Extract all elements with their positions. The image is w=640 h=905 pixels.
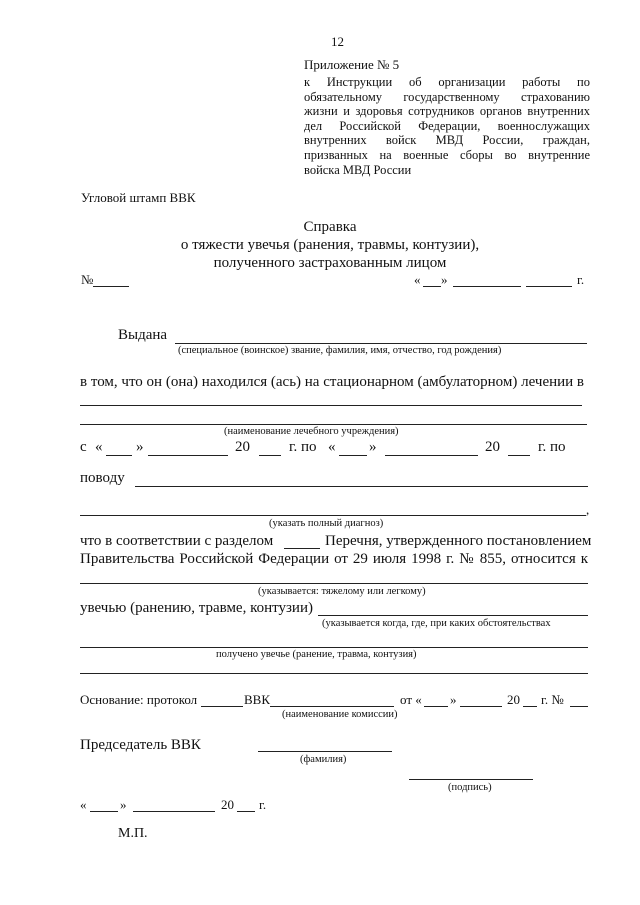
period-end-label: г. по <box>538 439 566 455</box>
treatment-text: в том, что он (она) находился (ась) на стационарном (амбулаторном) лечении в <box>80 374 585 390</box>
period-year-to-blank[interactable] <box>508 455 530 456</box>
reason-blank-1[interactable] <box>135 486 588 487</box>
bottom-date-suffix: г. <box>259 797 267 812</box>
injury-label: увечью (ранению, травме, контузии) <box>80 600 313 616</box>
appendix-line: дел Российской Федерации, военнослужащих <box>304 118 590 133</box>
section-text-a: что в соответствии с разделом <box>80 533 274 549</box>
basis-from: от « <box>400 692 422 707</box>
basis-vvk: ВВК <box>244 692 271 707</box>
reason-comma: , <box>586 502 590 517</box>
period-from-label: с <box>80 439 87 455</box>
period-day-to-blank[interactable] <box>339 455 367 456</box>
document-title: Справка <box>303 219 357 235</box>
period-q-close-1: » <box>136 439 144 455</box>
injury-hint: (указывается когда, где, при каких обстоятельствах <box>322 618 551 629</box>
issued-blank[interactable] <box>175 343 587 344</box>
basis-month-blank[interactable] <box>460 706 502 707</box>
date-quote-open: « <box>414 272 421 287</box>
period-month-from-blank[interactable] <box>148 455 228 456</box>
severity-blank[interactable] <box>80 583 588 584</box>
chairman-label: Председатель ВВК <box>80 737 201 753</box>
appendix-line: призванных на военные сборы во внутренние <box>304 147 590 162</box>
issued-label: Выдана <box>118 327 168 343</box>
basis-label: Основание: протокол <box>80 692 198 707</box>
period-q-close-2: » <box>369 439 377 455</box>
page-number: 12 <box>331 34 344 49</box>
appendix-line: обязательному государственному страхованию <box>304 89 590 104</box>
reason-label: поводу <box>80 470 125 486</box>
period-year-prefix-1: 20 <box>235 439 250 455</box>
injury-received-hint: получено увечье (ранение, травма, контузия) <box>216 649 417 660</box>
date-month-blank[interactable] <box>453 286 521 287</box>
commission-name-blank[interactable] <box>270 706 394 707</box>
bottom-date-year-prefix: 20 <box>221 797 234 812</box>
section-text-b: Перечня, утвержденного постановлением <box>325 533 592 549</box>
number-label: № <box>81 272 94 287</box>
bottom-date-year-blank[interactable] <box>237 811 255 812</box>
bottom-date-q-open: « <box>80 797 87 812</box>
chairman-signature-hint: (подпись) <box>448 782 492 793</box>
bottom-date-q-close: » <box>120 797 127 812</box>
bottom-date-day-blank[interactable] <box>90 811 118 812</box>
date-year-blank[interactable] <box>526 286 572 287</box>
appendix-line: жизни и здоровья сотрудников органов внутренних <box>304 104 590 119</box>
bottom-date-month-blank[interactable] <box>133 811 215 812</box>
period-day-from-blank[interactable] <box>106 455 132 456</box>
chairman-surname-hint: (фамилия) <box>300 754 347 765</box>
basis-day-blank[interactable] <box>424 706 448 707</box>
appendix-text <box>304 75 590 177</box>
section-text-2: Правительства Российской Федерации от 29 июля 1998 г. № 855, относится к <box>80 551 588 567</box>
appendix-line: внутренних войск МВД России, граждан, <box>304 133 590 148</box>
date-year-suffix: г. <box>577 272 585 287</box>
basis-year-prefix: 20 <box>507 692 520 707</box>
reason-hint: (указать полный диагноз) <box>269 518 384 529</box>
period-q-open-1: « <box>95 439 103 455</box>
appendix-line: к Инструкции об организации работы по <box>304 75 590 89</box>
commission-hint: (наименование комиссии) <box>282 709 398 720</box>
treatment-blank-2[interactable] <box>80 424 587 425</box>
section-number-blank[interactable] <box>284 548 320 549</box>
injury-blank-3[interactable] <box>80 673 588 674</box>
corner-stamp-label: Угловой штамп ВВК <box>81 190 196 205</box>
issued-hint: (специальное (воинское) звание, фамилия, имя, отчество, год рождения) <box>178 345 502 356</box>
date-day-blank[interactable] <box>423 286 441 287</box>
period-year-from-blank[interactable] <box>259 455 281 456</box>
document-subtitle-1: о тяжести увечья (ранения, травмы, контузии), <box>180 237 480 253</box>
basis-year-suffix: г. № <box>541 692 564 707</box>
appendix-title: Приложение № 5 <box>304 57 400 72</box>
period-to-label: г. по <box>289 439 317 455</box>
basis-year-blank[interactable] <box>523 706 537 707</box>
severity-hint: (указывается: тяжелому или легкому) <box>258 586 426 597</box>
number-blank[interactable] <box>93 286 129 287</box>
basis-close: » <box>450 692 457 707</box>
treatment-hint: (наименование лечебного учреждения) <box>224 426 399 437</box>
period-year-prefix-2: 20 <box>485 439 500 455</box>
protocol-number-blank[interactable] <box>201 706 243 707</box>
chairman-surname-blank[interactable] <box>258 751 392 752</box>
injury-blank-1[interactable] <box>318 615 588 616</box>
appendix-line: войска МВД России <box>304 162 412 177</box>
injury-blank-2[interactable] <box>80 647 588 648</box>
basis-number-blank[interactable] <box>570 706 588 707</box>
reason-blank-2[interactable] <box>80 515 586 516</box>
date-quote-close: » <box>441 272 448 287</box>
period-q-open-2: « <box>328 439 336 455</box>
seal-place: М.П. <box>118 826 148 841</box>
treatment-blank-1[interactable] <box>80 405 582 406</box>
chairman-signature-blank[interactable] <box>409 779 533 780</box>
document-subtitle-2: полученного застрахованным лицом <box>213 255 447 271</box>
period-month-to-blank[interactable] <box>385 455 478 456</box>
